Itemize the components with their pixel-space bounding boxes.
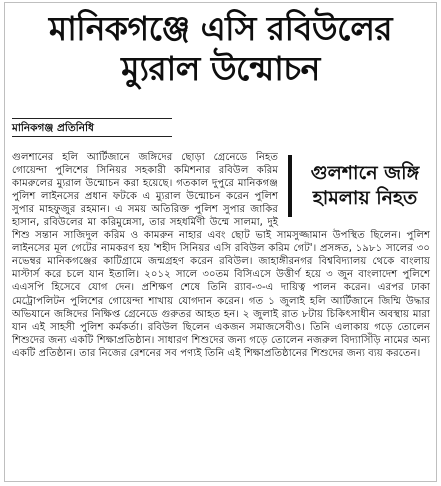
newspaper-clipping (4, 2, 437, 482)
pull-quote-line-1: গুলশানে জঙ্গি (310, 162, 420, 184)
article-paragraph: গুলশানের হলি আর্টিজানে জঙ্গিদের ছোড়া গ্রেনেডে নিহত গোয়েন্দা পুলিশের সিনিয়র সহকারী কমিশনার রবিউল করিম কামরুলের ম্যুরাল উন্মোচন করা হয়েছে। গতকাল দুপুরে মানিকগঞ্জ পুলিশ লাইনসের প্রধান ফটকে এ ম্যুরাল উন্মোচন করেন পুলিশ সুপার মাহফুজুর রহমান। এ সময় অতিরিক্ত পুলিশ সুপার জাকির হাসান, রবিউলের মা করিমুন্নেসা, তার সহধর্মিণী উম্মে সালমা, দুই শিশু সন্তান সাজিদুল করিম ও কামরুন নাহার এবং ছোট ভাই সামসুজ্জামান উপস্থিত ছিলেন। পুলিশ লাইনসের মূল গেটের নামকরণ হয় 'শহীদ সিনিয়র এসি রবিউল করিম গেট'। প্রসঙ্গত, ১৯৮১ সালের ৩০ নভেম্বর মানিকগঞ্জের কাটিগ্রামে জন্মগ্রহণ করেন রবিউল। জাহাঙ্গীরনগর বিশ্ববিদ্যালয় থেকে বাংলায় মাস্টার্স করে চলে যান ইতালি। ২০১২ সালে ৩০তম বিসিএসে উত্তীর্ণ হয়ে ৩ জুন বাংলাদেশ পুলিশে এএসপি হিসেবে যোগ দেন। প্রশিক্ষণ শেষে তিনি র‌্যাব-৩-এ দায়িত্ব পালন করেন। এরপর ঢাকা মেট্রোপলিটন পুলিশের গোয়েন্দা শাখায় যোগদান করেন। গত ১ জুলাই হলি আর্টিজানে জিম্মি উদ্ধার অভিযানে জঙ্গিদের নিক্ষিপ্ত গ্রেনেডে গুরুতর আহত হন। ২ জুলাই রাত ৮টায় চিকিৎসাধীন অবস্থায় মারা যান এই সাহসী পুলিশ কর্মকর্তা। রবিউল ছিলেন একজন সমাজসেবীও। তিনি এলাকায় গড়ে তোলেন শিশুদের জন্য একটি শিক্ষাপ্রতিষ্ঠান। সাধারণ শিশুদের জন্য গড়ে তোলেন নজরুল বিদ্যাসিঁড়ি নামের অন্য একটি প্রতিষ্ঠান। তার নিজের রেশনের সব পণ্যই তিনি এই শিক্ষাপ্রতিষ্ঠানের শিশুদের জন্য ব্যয় করতেন। (12, 152, 430, 359)
headline-line-2: ম্যুরাল উন্মোচন (121, 49, 320, 88)
byline-rule-top (12, 118, 172, 119)
headline (13, 9, 428, 89)
byline-rule-bottom (12, 136, 172, 137)
article-body (12, 151, 430, 360)
headline-line-1: মানিকগঞ্জে এসি রবিউলের (48, 9, 393, 48)
pull-quote (288, 155, 430, 217)
pull-quote-line-2: হামলায় নিহত (312, 187, 418, 209)
byline: মানিকগঞ্জ প্রতিনিধি (12, 122, 94, 134)
